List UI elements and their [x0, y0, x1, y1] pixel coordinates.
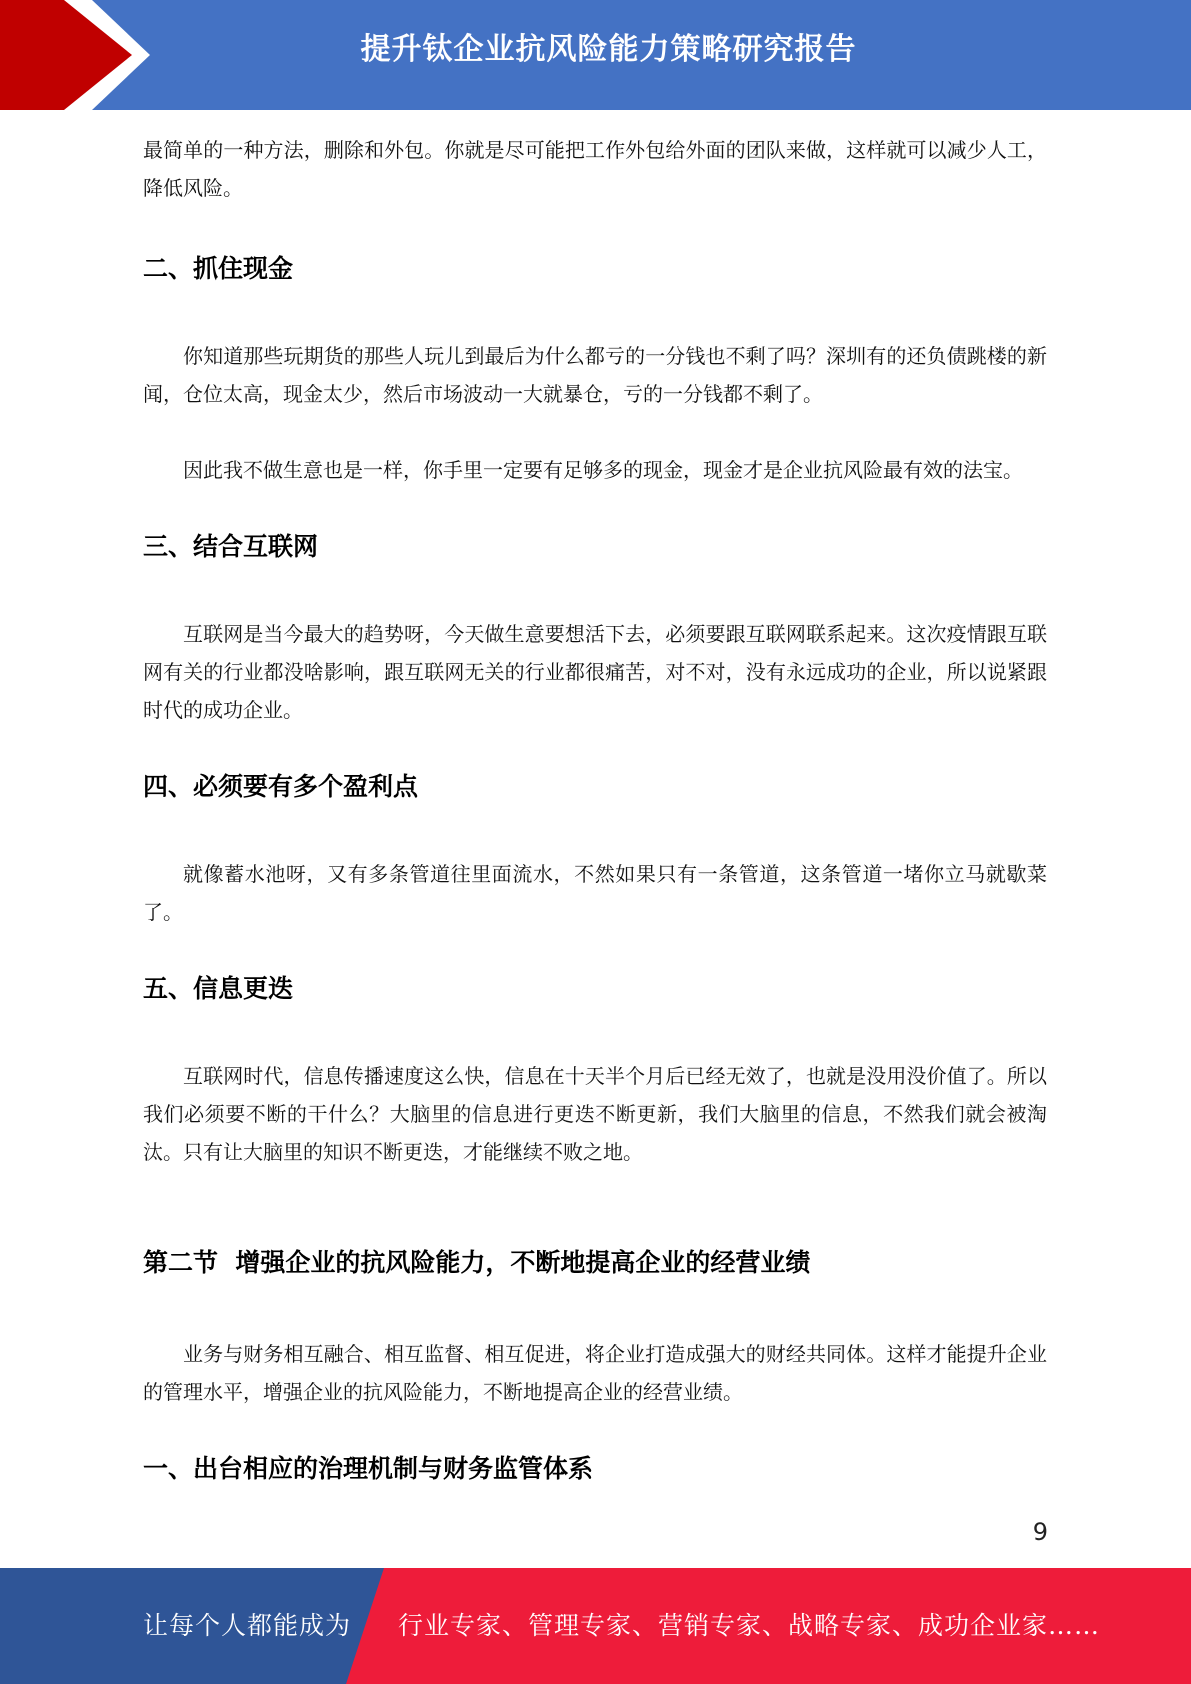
chapter-section-paragraph: 业务与财务相互融合、相互监督、相互促进，将企业打造成强大的财经共同体。这样才能提升企业的管理水平，增强企业的抗风险能力，不断地提高企业的经营业绩。	[143, 1342, 1047, 1404]
page-content	[143, 131, 1047, 1487]
footer-slogan-left: 让每个人都能成为	[143, 1611, 352, 1640]
section-heading-governance: 一、出台相应的治理机制与财务监管体系	[143, 1454, 594, 1483]
footer-banner	[0, 1568, 1191, 1684]
profit-points-paragraph: 就像蓄水池呀，又有多条管道往里面流水，不然如果只有一条管道，这条管道一堵你立马就歇菜了。	[143, 862, 1047, 924]
report-title: 提升钛企业抗风险能力策略研究报告	[360, 32, 857, 67]
cash-paragraph-2: 因此我不做生意也是一样，你手里一定要有足够多的现金，现金才是企业抗风险最有效的法宝。	[183, 458, 1023, 482]
header-bar	[0, 0, 1191, 110]
section-heading-information: 五、信息更迭	[143, 974, 294, 1003]
intro-paragraph: 最简单的一种方法，删除和外包。你就是尽可能把工作外包给外面的团队来做，这样就可以减少人工，降低风险。	[143, 138, 1047, 200]
cash-paragraph-1: 你知道那些玩期货的那些人玩儿到最后为什么都亏的一分钱也不剩了吗？深圳有的还负债跳楼的新闻，仓位太高，现金太少，然后市场波动一大就暴仓，亏的一分钱都不剩了。	[143, 344, 1047, 406]
internet-paragraph: 互联网是当今最大的趋势呀，今天做生意要想活下去，必须要跟互联网联系起来。这次疫情跟互联网有关的行业都没啥影响，跟互联网无关的行业都很痛苦，对不对，没有永远成功的企业，所以说紧跟时代的成功企业。	[143, 622, 1047, 722]
chapter-section-heading: 第二节 增强企业的抗风险能力，不断地提高企业的经营业绩	[143, 1248, 811, 1277]
section-heading-profit-points: 四、必须要有多个盈利点	[143, 772, 419, 801]
section-heading-internet: 三、结合互联网	[143, 532, 319, 561]
page-number: 9	[1032, 1518, 1048, 1546]
information-paragraph: 互联网时代，信息传播速度这么快，信息在十天半个月后已经无效了，也就是没用没价值了。所以我们必须要不断的干什么？大脑里的信息进行更迭不断更新，我们大脑里的信息，不然我们就会被淘汰。只有让大脑里的知识不断更迭，才能继续不败之地。	[143, 1064, 1047, 1164]
section-heading-cash: 二、抓住现金	[143, 254, 294, 283]
footer-slogan-right: 行业专家、管理专家、营销专家、战略专家、成功企业家……	[398, 1611, 1101, 1640]
